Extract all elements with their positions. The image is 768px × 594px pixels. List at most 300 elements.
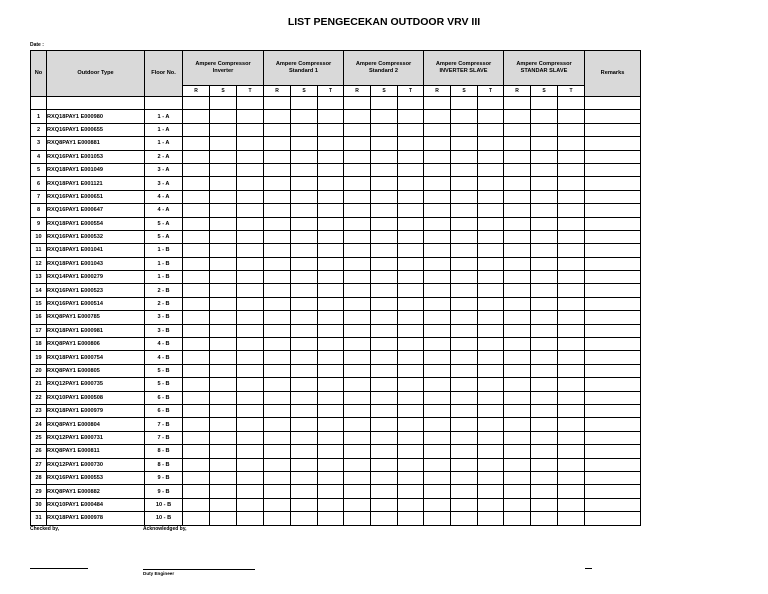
remarks-cell[interactable] [585,404,641,417]
ampere-reading-cell[interactable] [558,177,585,190]
ampere-reading-cell[interactable] [344,512,371,525]
ampere-reading-cell[interactable] [558,190,585,203]
ampere-reading-cell[interactable] [237,512,264,525]
ampere-reading-cell[interactable] [237,271,264,284]
ampere-reading-cell[interactable] [371,110,398,123]
ampere-reading-cell[interactable] [291,257,318,270]
ampere-reading-cell[interactable] [291,110,318,123]
ampere-reading-cell[interactable] [371,485,398,498]
ampere-reading-cell[interactable] [264,257,291,270]
ampere-reading-cell[interactable] [451,190,478,203]
ampere-reading-cell[interactable] [318,431,344,444]
ampere-reading-cell[interactable] [451,257,478,270]
ampere-reading-cell[interactable] [398,418,424,431]
remarks-cell[interactable] [585,485,641,498]
ampere-reading-cell[interactable] [291,137,318,150]
ampere-reading-cell[interactable] [264,498,291,511]
ampere-reading-cell[interactable] [504,471,531,484]
ampere-reading-cell[interactable] [424,217,451,230]
ampere-reading-cell[interactable] [504,512,531,525]
ampere-reading-cell[interactable] [291,150,318,163]
ampere-reading-cell[interactable] [398,244,424,257]
ampere-reading-cell[interactable] [398,512,424,525]
ampere-reading-cell[interactable] [478,431,504,444]
ampere-reading-cell[interactable] [424,297,451,310]
ampere-reading-cell[interactable] [478,324,504,337]
ampere-reading-cell[interactable] [344,137,371,150]
ampere-reading-cell[interactable] [210,163,237,176]
ampere-reading-cell[interactable] [237,150,264,163]
ampere-reading-cell[interactable] [264,378,291,391]
ampere-reading-cell[interactable] [478,110,504,123]
ampere-reading-cell[interactable] [318,257,344,270]
ampere-reading-cell[interactable] [531,364,558,377]
ampere-reading-cell[interactable] [291,230,318,243]
ampere-reading-cell[interactable] [531,351,558,364]
ampere-reading-cell[interactable] [291,391,318,404]
ampere-reading-cell[interactable] [478,498,504,511]
ampere-reading-cell[interactable] [531,404,558,417]
ampere-reading-cell[interactable] [424,177,451,190]
ampere-reading-cell[interactable] [504,297,531,310]
ampere-reading-cell[interactable] [451,364,478,377]
ampere-reading-cell[interactable] [504,244,531,257]
ampere-reading-cell[interactable] [371,458,398,471]
ampere-reading-cell[interactable] [183,190,210,203]
ampere-reading-cell[interactable] [344,150,371,163]
ampere-reading-cell[interactable] [531,498,558,511]
ampere-reading-cell[interactable] [291,351,318,364]
ampere-reading-cell[interactable] [478,230,504,243]
remarks-cell[interactable] [585,338,641,351]
ampere-reading-cell[interactable] [398,204,424,217]
ampere-reading-cell[interactable] [344,271,371,284]
remarks-cell[interactable] [585,498,641,511]
ampere-reading-cell[interactable] [531,123,558,136]
ampere-reading-cell[interactable] [210,351,237,364]
ampere-reading-cell[interactable] [531,190,558,203]
ampere-reading-cell[interactable] [344,230,371,243]
ampere-reading-cell[interactable] [264,512,291,525]
ampere-reading-cell[interactable] [210,378,237,391]
ampere-reading-cell[interactable] [264,284,291,297]
ampere-reading-cell[interactable] [183,351,210,364]
remarks-cell[interactable] [585,431,641,444]
ampere-reading-cell[interactable] [183,311,210,324]
ampere-reading-cell[interactable] [398,311,424,324]
ampere-reading-cell[interactable] [451,123,478,136]
ampere-reading-cell[interactable] [344,364,371,377]
ampere-reading-cell[interactable] [504,498,531,511]
ampere-reading-cell[interactable] [344,177,371,190]
ampere-reading-cell[interactable] [318,271,344,284]
ampere-reading-cell[interactable] [344,391,371,404]
remarks-cell[interactable] [585,284,641,297]
ampere-reading-cell[interactable] [183,163,210,176]
ampere-reading-cell[interactable] [558,230,585,243]
ampere-reading-cell[interactable] [424,230,451,243]
ampere-reading-cell[interactable] [558,204,585,217]
ampere-reading-cell[interactable] [451,297,478,310]
ampere-reading-cell[interactable] [291,271,318,284]
ampere-reading-cell[interactable] [183,177,210,190]
ampere-reading-cell[interactable] [504,271,531,284]
ampere-reading-cell[interactable] [344,311,371,324]
ampere-reading-cell[interactable] [558,123,585,136]
ampere-reading-cell[interactable] [531,297,558,310]
ampere-reading-cell[interactable] [291,485,318,498]
ampere-reading-cell[interactable] [424,498,451,511]
ampere-reading-cell[interactable] [398,257,424,270]
ampere-reading-cell[interactable] [264,110,291,123]
ampere-reading-cell[interactable] [183,230,210,243]
ampere-reading-cell[interactable] [210,311,237,324]
remarks-cell[interactable] [585,257,641,270]
ampere-reading-cell[interactable] [558,445,585,458]
ampere-reading-cell[interactable] [478,471,504,484]
ampere-reading-cell[interactable] [291,217,318,230]
ampere-reading-cell[interactable] [478,391,504,404]
ampere-reading-cell[interactable] [504,324,531,337]
ampere-reading-cell[interactable] [451,150,478,163]
ampere-reading-cell[interactable] [371,123,398,136]
ampere-reading-cell[interactable] [478,150,504,163]
ampere-reading-cell[interactable] [371,364,398,377]
ampere-reading-cell[interactable] [183,404,210,417]
ampere-reading-cell[interactable] [291,471,318,484]
ampere-reading-cell[interactable] [291,378,318,391]
ampere-reading-cell[interactable] [210,230,237,243]
ampere-reading-cell[interactable] [183,123,210,136]
ampere-reading-cell[interactable] [558,311,585,324]
ampere-reading-cell[interactable] [344,324,371,337]
ampere-reading-cell[interactable] [531,137,558,150]
ampere-reading-cell[interactable] [398,217,424,230]
ampere-reading-cell[interactable] [371,338,398,351]
ampere-reading-cell[interactable] [424,485,451,498]
ampere-reading-cell[interactable] [291,324,318,337]
ampere-reading-cell[interactable] [451,163,478,176]
ampere-reading-cell[interactable] [291,204,318,217]
ampere-reading-cell[interactable] [237,217,264,230]
ampere-reading-cell[interactable] [318,190,344,203]
ampere-reading-cell[interactable] [344,284,371,297]
remarks-cell[interactable] [585,244,641,257]
ampere-reading-cell[interactable] [264,271,291,284]
ampere-reading-cell[interactable] [291,445,318,458]
ampere-reading-cell[interactable] [291,284,318,297]
ampere-reading-cell[interactable] [183,498,210,511]
remarks-cell[interactable] [585,418,641,431]
ampere-reading-cell[interactable] [183,485,210,498]
ampere-reading-cell[interactable] [478,137,504,150]
ampere-reading-cell[interactable] [210,204,237,217]
ampere-reading-cell[interactable] [531,458,558,471]
ampere-reading-cell[interactable] [424,257,451,270]
ampere-reading-cell[interactable] [371,230,398,243]
ampere-reading-cell[interactable] [504,351,531,364]
ampere-reading-cell[interactable] [344,190,371,203]
ampere-reading-cell[interactable] [371,471,398,484]
ampere-reading-cell[interactable] [344,123,371,136]
ampere-reading-cell[interactable] [344,404,371,417]
ampere-reading-cell[interactable] [318,311,344,324]
ampere-reading-cell[interactable] [424,431,451,444]
ampere-reading-cell[interactable] [318,137,344,150]
ampere-reading-cell[interactable] [183,284,210,297]
ampere-reading-cell[interactable] [371,418,398,431]
remarks-cell[interactable] [585,271,641,284]
ampere-reading-cell[interactable] [371,284,398,297]
ampere-reading-cell[interactable] [398,338,424,351]
ampere-reading-cell[interactable] [371,217,398,230]
ampere-reading-cell[interactable] [237,257,264,270]
ampere-reading-cell[interactable] [210,284,237,297]
ampere-reading-cell[interactable] [264,137,291,150]
remarks-cell[interactable] [585,324,641,337]
ampere-reading-cell[interactable] [451,204,478,217]
ampere-reading-cell[interactable] [558,257,585,270]
ampere-reading-cell[interactable] [183,418,210,431]
ampere-reading-cell[interactable] [398,498,424,511]
ampere-reading-cell[interactable] [183,217,210,230]
ampere-reading-cell[interactable] [210,123,237,136]
ampere-reading-cell[interactable] [451,351,478,364]
ampere-reading-cell[interactable] [210,418,237,431]
ampere-reading-cell[interactable] [183,512,210,525]
ampere-reading-cell[interactable] [344,378,371,391]
ampere-reading-cell[interactable] [237,404,264,417]
ampere-reading-cell[interactable] [504,257,531,270]
ampere-reading-cell[interactable] [237,431,264,444]
ampere-reading-cell[interactable] [504,137,531,150]
ampere-reading-cell[interactable] [291,244,318,257]
ampere-reading-cell[interactable] [504,404,531,417]
ampere-reading-cell[interactable] [183,364,210,377]
ampere-reading-cell[interactable] [371,150,398,163]
ampere-reading-cell[interactable] [318,364,344,377]
ampere-reading-cell[interactable] [318,230,344,243]
ampere-reading-cell[interactable] [183,244,210,257]
ampere-reading-cell[interactable] [558,284,585,297]
ampere-reading-cell[interactable] [264,123,291,136]
ampere-reading-cell[interactable] [291,177,318,190]
ampere-reading-cell[interactable] [558,458,585,471]
ampere-reading-cell[interactable] [504,458,531,471]
ampere-reading-cell[interactable] [318,284,344,297]
ampere-reading-cell[interactable] [531,217,558,230]
ampere-reading-cell[interactable] [531,284,558,297]
ampere-reading-cell[interactable] [558,110,585,123]
ampere-reading-cell[interactable] [531,485,558,498]
ampere-reading-cell[interactable] [398,230,424,243]
remarks-cell[interactable] [585,378,641,391]
ampere-reading-cell[interactable] [424,271,451,284]
ampere-reading-cell[interactable] [264,311,291,324]
ampere-reading-cell[interactable] [398,163,424,176]
ampere-reading-cell[interactable] [531,230,558,243]
ampere-reading-cell[interactable] [291,458,318,471]
ampere-reading-cell[interactable] [424,418,451,431]
ampere-reading-cell[interactable] [291,498,318,511]
ampere-reading-cell[interactable] [398,284,424,297]
remarks-cell[interactable] [585,471,641,484]
ampere-reading-cell[interactable] [237,458,264,471]
ampere-reading-cell[interactable] [371,190,398,203]
ampere-reading-cell[interactable] [264,445,291,458]
ampere-reading-cell[interactable] [504,150,531,163]
ampere-reading-cell[interactable] [451,177,478,190]
ampere-reading-cell[interactable] [344,257,371,270]
ampere-reading-cell[interactable] [398,445,424,458]
ampere-reading-cell[interactable] [424,404,451,417]
ampere-reading-cell[interactable] [451,324,478,337]
ampere-reading-cell[interactable] [478,445,504,458]
ampere-reading-cell[interactable] [210,324,237,337]
ampere-reading-cell[interactable] [504,378,531,391]
ampere-reading-cell[interactable] [210,244,237,257]
ampere-reading-cell[interactable] [478,404,504,417]
ampere-reading-cell[interactable] [558,217,585,230]
ampere-reading-cell[interactable] [183,271,210,284]
ampere-reading-cell[interactable] [237,284,264,297]
ampere-reading-cell[interactable] [264,458,291,471]
ampere-reading-cell[interactable] [237,445,264,458]
ampere-reading-cell[interactable] [183,137,210,150]
ampere-reading-cell[interactable] [478,512,504,525]
ampere-reading-cell[interactable] [504,110,531,123]
ampere-reading-cell[interactable] [344,297,371,310]
ampere-reading-cell[interactable] [291,338,318,351]
ampere-reading-cell[interactable] [264,230,291,243]
ampere-reading-cell[interactable] [371,512,398,525]
ampere-reading-cell[interactable] [264,177,291,190]
ampere-reading-cell[interactable] [210,257,237,270]
ampere-reading-cell[interactable] [183,431,210,444]
ampere-reading-cell[interactable] [371,297,398,310]
ampere-reading-cell[interactable] [344,431,371,444]
ampere-reading-cell[interactable] [531,257,558,270]
ampere-reading-cell[interactable] [344,498,371,511]
ampere-reading-cell[interactable] [424,324,451,337]
ampere-reading-cell[interactable] [451,498,478,511]
ampere-reading-cell[interactable] [344,217,371,230]
remarks-cell[interactable] [585,150,641,163]
ampere-reading-cell[interactable] [424,190,451,203]
ampere-reading-cell[interactable] [504,177,531,190]
ampere-reading-cell[interactable] [210,391,237,404]
remarks-cell[interactable] [585,458,641,471]
ampere-reading-cell[interactable] [424,123,451,136]
ampere-reading-cell[interactable] [371,404,398,417]
ampere-reading-cell[interactable] [558,297,585,310]
ampere-reading-cell[interactable] [183,110,210,123]
ampere-reading-cell[interactable] [451,378,478,391]
ampere-reading-cell[interactable] [210,445,237,458]
ampere-reading-cell[interactable] [504,190,531,203]
ampere-reading-cell[interactable] [210,217,237,230]
ampere-reading-cell[interactable] [210,404,237,417]
ampere-reading-cell[interactable] [237,244,264,257]
ampere-reading-cell[interactable] [344,204,371,217]
ampere-reading-cell[interactable] [210,485,237,498]
ampere-reading-cell[interactable] [264,217,291,230]
ampere-reading-cell[interactable] [210,190,237,203]
ampere-reading-cell[interactable] [344,110,371,123]
ampere-reading-cell[interactable] [531,163,558,176]
ampere-reading-cell[interactable] [424,471,451,484]
ampere-reading-cell[interactable] [478,204,504,217]
ampere-reading-cell[interactable] [531,271,558,284]
ampere-reading-cell[interactable] [424,244,451,257]
ampere-reading-cell[interactable] [318,485,344,498]
ampere-reading-cell[interactable] [237,391,264,404]
ampere-reading-cell[interactable] [237,364,264,377]
ampere-reading-cell[interactable] [478,217,504,230]
ampere-reading-cell[interactable] [237,338,264,351]
ampere-reading-cell[interactable] [264,204,291,217]
ampere-reading-cell[interactable] [318,498,344,511]
ampere-reading-cell[interactable] [424,512,451,525]
remarks-cell[interactable] [585,217,641,230]
ampere-reading-cell[interactable] [264,244,291,257]
ampere-reading-cell[interactable] [424,391,451,404]
ampere-reading-cell[interactable] [558,498,585,511]
ampere-reading-cell[interactable] [558,418,585,431]
ampere-reading-cell[interactable] [318,418,344,431]
ampere-reading-cell[interactable] [318,217,344,230]
ampere-reading-cell[interactable] [237,204,264,217]
ampere-reading-cell[interactable] [504,284,531,297]
ampere-reading-cell[interactable] [504,364,531,377]
ampere-reading-cell[interactable] [344,163,371,176]
ampere-reading-cell[interactable] [237,378,264,391]
ampere-reading-cell[interactable] [210,137,237,150]
ampere-reading-cell[interactable] [210,110,237,123]
ampere-reading-cell[interactable] [371,311,398,324]
ampere-reading-cell[interactable] [318,204,344,217]
ampere-reading-cell[interactable] [371,204,398,217]
ampere-reading-cell[interactable] [504,338,531,351]
ampere-reading-cell[interactable] [451,404,478,417]
ampere-reading-cell[interactable] [371,351,398,364]
ampere-reading-cell[interactable] [451,284,478,297]
ampere-reading-cell[interactable] [183,204,210,217]
ampere-reading-cell[interactable] [371,391,398,404]
ampere-reading-cell[interactable] [558,351,585,364]
ampere-reading-cell[interactable] [504,445,531,458]
ampere-reading-cell[interactable] [210,271,237,284]
ampere-reading-cell[interactable] [210,177,237,190]
ampere-reading-cell[interactable] [371,498,398,511]
ampere-reading-cell[interactable] [451,311,478,324]
ampere-reading-cell[interactable] [531,177,558,190]
ampere-reading-cell[interactable] [451,338,478,351]
ampere-reading-cell[interactable] [264,338,291,351]
ampere-reading-cell[interactable] [344,338,371,351]
ampere-reading-cell[interactable] [344,445,371,458]
ampere-reading-cell[interactable] [291,418,318,431]
ampere-reading-cell[interactable] [344,418,371,431]
ampere-reading-cell[interactable] [371,177,398,190]
remarks-cell[interactable] [585,311,641,324]
ampere-reading-cell[interactable] [291,512,318,525]
ampere-reading-cell[interactable] [183,257,210,270]
remarks-cell[interactable] [585,230,641,243]
ampere-reading-cell[interactable] [451,244,478,257]
ampere-reading-cell[interactable] [478,257,504,270]
ampere-reading-cell[interactable] [504,431,531,444]
